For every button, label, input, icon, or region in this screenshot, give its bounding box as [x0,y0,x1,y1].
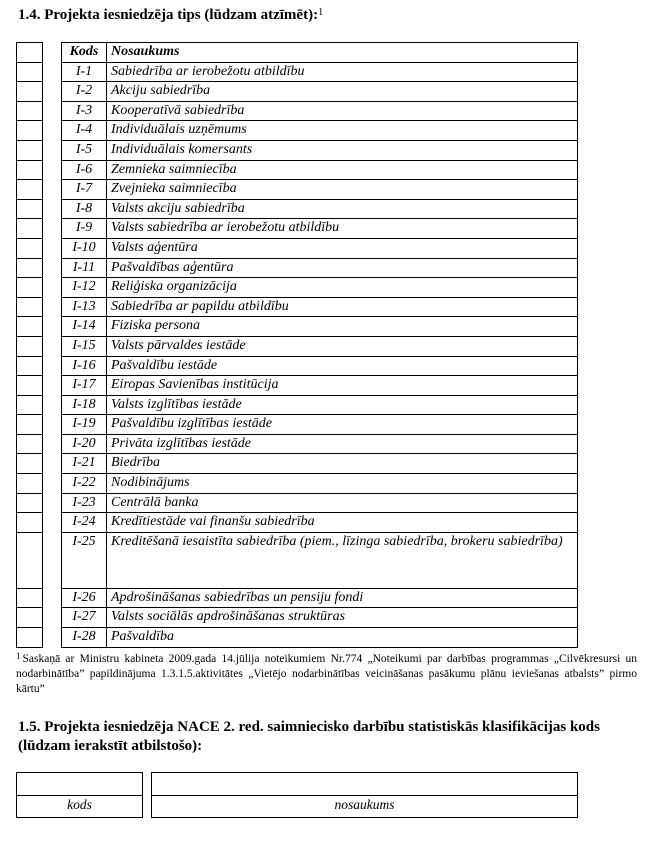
row-code: I-5 [62,140,107,160]
type-checkbox-16[interactable] [17,356,43,376]
type-checkbox-1[interactable] [17,62,43,82]
section-1-5-title: 1.5. Projekta iesniedzēja NACE 2. red. saimniecisko darbību statistiskās klasifikācijas kods (lūdzam ierakstīt atbilstošo): [18,719,600,754]
gap-cell [43,82,62,102]
header-checkbox-cell [17,43,43,63]
table-row [17,376,578,396]
gap-cell [43,160,62,180]
gap-cell [43,474,62,494]
header-name: Nosaukums [107,43,578,63]
gap-cell [43,43,62,63]
table-row [17,297,578,317]
type-checkbox-27[interactable] [17,608,43,628]
row-code: I-1 [62,62,107,82]
row-name: Kooperatīvā sabiedrība [107,101,578,121]
table-row [17,258,578,278]
table-row [17,101,578,121]
row-name: Sabiedrība ar papildu atbildību [107,297,578,317]
gap-cell [43,588,62,608]
table-row [17,140,578,160]
table-row [17,513,578,533]
row-name: Centrālā banka [107,493,578,513]
row-code: I-25 [62,532,107,588]
row-name: Biedrība [107,454,578,474]
row-name: Kreditēšanā iesaistīta sabiedrība (piem., līzinga sabiedrība, brokeru sabiedrība) [107,532,578,588]
gap-cell [43,608,62,628]
row-code: I-17 [62,376,107,396]
type-checkbox-14[interactable] [17,317,43,337]
footnote-text: Saskaņā ar Ministru kabineta 2009.gada 14.jūlija noteikumiem Nr.774 „Noteikumi par darbības programmas „Cilvēkresursi un nodarbinātība” papildinājuma 1.3.1.5.aktivitātes „Vietējo nodarbinātības veicināšanas pasākumu plānu ieviešanas atbalsts” pirmo kārtu” [16,653,637,695]
table-row [17,628,578,648]
row-code: I-2 [62,82,107,102]
gap-cell [43,317,62,337]
row-name: Fiziska persona [107,317,578,337]
type-checkbox-26[interactable] [17,588,43,608]
type-checkbox-19[interactable] [17,415,43,435]
nace-code-field[interactable] [16,772,143,818]
type-checkbox-4[interactable] [17,121,43,141]
row-code: I-16 [62,356,107,376]
row-code: I-4 [62,121,107,141]
row-code: I-23 [62,493,107,513]
gap-cell [43,219,62,239]
row-name: Pašvaldību izglītības iestāde [107,415,578,435]
nace-name-label: nosaukums [334,797,395,812]
gap-cell [43,62,62,82]
row-code: I-22 [62,474,107,494]
gap-cell [43,278,62,298]
row-name: Individuālais uzņēmums [107,121,578,141]
row-name: Zemnieka saimniecība [107,160,578,180]
table-row [17,336,578,356]
row-code: I-14 [62,317,107,337]
row-name: Individuālais komersants [107,140,578,160]
applicant-type-table [16,42,578,648]
row-code: I-24 [62,513,107,533]
type-checkbox-23[interactable] [17,493,43,513]
table-row [17,199,578,219]
type-checkbox-7[interactable] [17,180,43,200]
row-code: I-3 [62,101,107,121]
row-code: I-27 [62,608,107,628]
table-row [17,395,578,415]
row-code: I-12 [62,278,107,298]
row-code: I-13 [62,297,107,317]
table-row [17,454,578,474]
section-1-4-title: 1.4. Projekta iesniedzēja tips (lūdzam atzīmēt):$^1$ [18,7,324,23]
footnote-ref: 1 [318,7,324,18]
gap-cell [43,199,62,219]
type-checkbox-15[interactable] [17,336,43,356]
type-checkbox-8[interactable] [17,199,43,219]
row-name: Valsts pārvaldes iestāde [107,336,578,356]
nace-code-label: kods [67,797,92,812]
footnote-mark: 1 [16,651,21,661]
type-checkbox-20[interactable] [17,434,43,454]
gap-cell [43,434,62,454]
row-name: Valsts sociālās apdrošināšanas struktūras [107,608,578,628]
type-checkbox-24[interactable] [17,513,43,533]
nace-name-field[interactable] [151,772,578,818]
table-header-row [17,43,578,63]
gap-cell [43,140,62,160]
row-code: I-20 [62,434,107,454]
type-checkbox-18[interactable] [17,395,43,415]
type-checkbox-17[interactable] [17,376,43,396]
gap-cell [43,532,62,588]
table-row [17,608,578,628]
gap-cell [43,628,62,648]
table-row [17,356,578,376]
row-code: I-7 [62,180,107,200]
gap-cell [43,493,62,513]
gap-cell [43,513,62,533]
row-code: I-26 [62,588,107,608]
type-checkbox-5[interactable] [17,140,43,160]
row-code: I-9 [62,219,107,239]
table-row [17,82,578,102]
table-row [17,493,578,513]
type-checkbox-22[interactable] [17,474,43,494]
type-checkbox-2[interactable] [17,82,43,102]
table-row [17,121,578,141]
gap-cell [43,395,62,415]
row-code: I-28 [62,628,107,648]
gap-cell [43,101,62,121]
row-name: Zvejnieka saimniecība [107,180,578,200]
gap-cell [43,121,62,141]
type-checkbox-28[interactable] [17,628,43,648]
row-name: Pašvaldību iestāde [107,356,578,376]
row-code: I-11 [62,258,107,278]
row-name: Reliģiska organizācija [107,278,578,298]
row-code: I-19 [62,415,107,435]
row-name: Valsts izglītības iestāde [107,395,578,415]
row-code: I-6 [62,160,107,180]
row-name: Privāta izglītības iestāde [107,434,578,454]
table-row [17,434,578,454]
row-name: Eiropas Savienības institūcija [107,376,578,396]
table-row [17,474,578,494]
row-name: Pašvaldība [107,628,578,648]
table-row [17,219,578,239]
row-code: I-10 [62,238,107,258]
gap-cell [43,376,62,396]
type-checkbox-13[interactable] [17,297,43,317]
row-name: Akciju sabiedrība [107,82,578,102]
row-name: Sabiedrība ar ierobežotu atbildību [107,62,578,82]
row-code: I-8 [62,199,107,219]
table-row [17,180,578,200]
type-checkbox-10[interactable] [17,238,43,258]
footnote [16,652,637,697]
table-row [17,317,578,337]
type-checkbox-6[interactable] [17,160,43,180]
gap-cell [43,180,62,200]
gap-cell [43,258,62,278]
type-checkbox-9[interactable] [17,219,43,239]
gap-cell [43,238,62,258]
row-code: I-18 [62,395,107,415]
gap-cell [43,454,62,474]
table-row [17,278,578,298]
row-name: Apdrošināšanas sabiedrības un pensiju fondi [107,588,578,608]
type-checkbox-3[interactable] [17,101,43,121]
gap-cell [43,356,62,376]
table-row [17,588,578,608]
row-code: I-15 [62,336,107,356]
type-checkbox-25[interactable] [17,532,43,588]
row-name: Pašvaldības aģentūra [107,258,578,278]
gap-cell [43,336,62,356]
header-code: Kods [62,43,107,63]
table-row [17,532,578,588]
row-code: I-21 [62,454,107,474]
gap-cell [43,415,62,435]
table-row [17,415,578,435]
row-name: Nodibinājums [107,474,578,494]
row-name: Valsts sabiedrība ar ierobežotu atbildību [107,219,578,239]
gap-cell [43,297,62,317]
row-name: Kredītiestāde vai finanšu sabiedrība [107,513,578,533]
table-row [17,238,578,258]
type-checkbox-12[interactable] [17,278,43,298]
table-row [17,160,578,180]
table-row [17,62,578,82]
type-checkbox-11[interactable] [17,258,43,278]
type-checkbox-21[interactable] [17,454,43,474]
row-name: Valsts aģentūra [107,238,578,258]
row-name: Valsts akciju sabiedrība [107,199,578,219]
